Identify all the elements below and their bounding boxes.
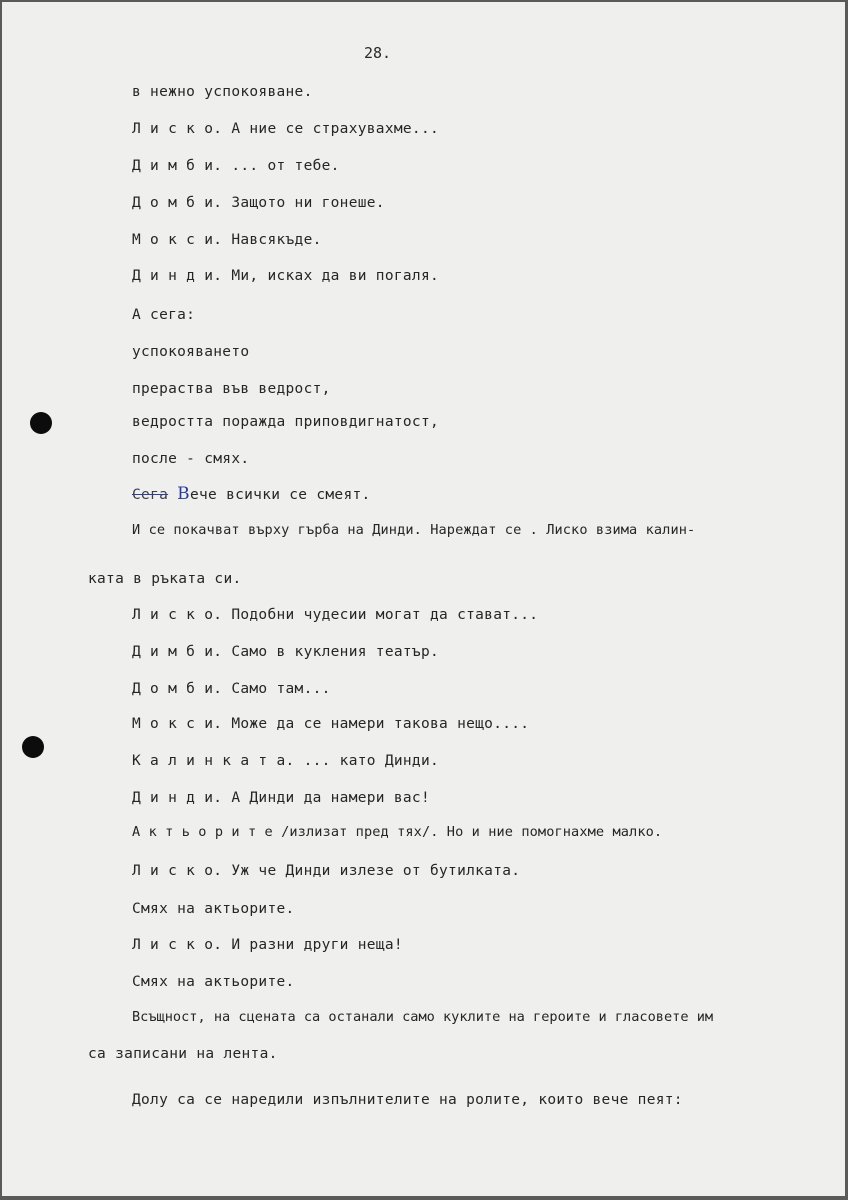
script-line: Д и н д и. А Динди да намери вас! xyxy=(132,790,430,806)
script-line: А сега: xyxy=(132,307,196,323)
punch-hole xyxy=(22,736,44,758)
script-line: Д и м б и. ... от тебе. xyxy=(132,158,340,174)
script-line: Всъщност, на сцената са останали само куклите на героите и гласовете им xyxy=(132,1009,714,1025)
script-line: Смях на актьорите. xyxy=(132,901,295,917)
script-line: в нежно успокояване. xyxy=(132,84,313,100)
punch-hole xyxy=(30,412,52,434)
script-line: Д о м б и. Само там... xyxy=(132,681,331,697)
script-line: М о к с и. Може да се намери такова нещо.... xyxy=(132,716,530,732)
script-line: Долу са се наредили изпълнителите на ролите, които вече пеят: xyxy=(132,1092,683,1108)
script-line: К а л и н к а т а. ... като Динди. xyxy=(132,753,440,769)
script-line: А к т ь о р и т е /излизат пред тях/. Но и ние помогнахме малко. xyxy=(132,824,663,840)
script-line: И се покачват върху гърба на Динди. Нареждат се . Лиско взима калин- xyxy=(132,522,696,538)
typewritten-page xyxy=(2,2,845,1196)
script-line: ведростта поражда приповдигнатост, xyxy=(132,414,440,430)
script-line: Смях на актьорите. xyxy=(132,974,295,990)
script-line: Л и с к о. Уж че Динди излезе от бутилката. xyxy=(132,863,521,879)
script-line: Д и м б и. Само в кукления театър. xyxy=(132,644,440,660)
script-line: Л и с к о. И разни други неща! xyxy=(132,937,403,953)
script-line: М о к с и. Навсякъде. xyxy=(132,232,322,248)
script-line: Л и с к о. А ние се страхувахме... xyxy=(132,121,440,137)
script-line-corrected xyxy=(132,486,371,503)
script-line: Л и с к о. Подобни чудесии могат да стават... xyxy=(132,607,539,623)
script-line: Д и н д и. Ми, исках да ви погаля. xyxy=(132,268,440,284)
handwritten-correction: В xyxy=(177,484,190,504)
script-line: Д о м б и. Защото ни гонеше. xyxy=(132,195,385,211)
script-line: прераства във ведрост, xyxy=(132,381,331,397)
struck-word: Сега xyxy=(132,487,169,503)
script-line: ката в ръката си. xyxy=(88,571,242,587)
script-line: са записани на лента. xyxy=(88,1046,278,1062)
page-number: 28. xyxy=(364,44,392,62)
script-line: успокояването xyxy=(132,344,250,360)
script-line-text: ече всички се смеят. xyxy=(189,487,371,503)
script-line: после - смях. xyxy=(132,451,250,467)
